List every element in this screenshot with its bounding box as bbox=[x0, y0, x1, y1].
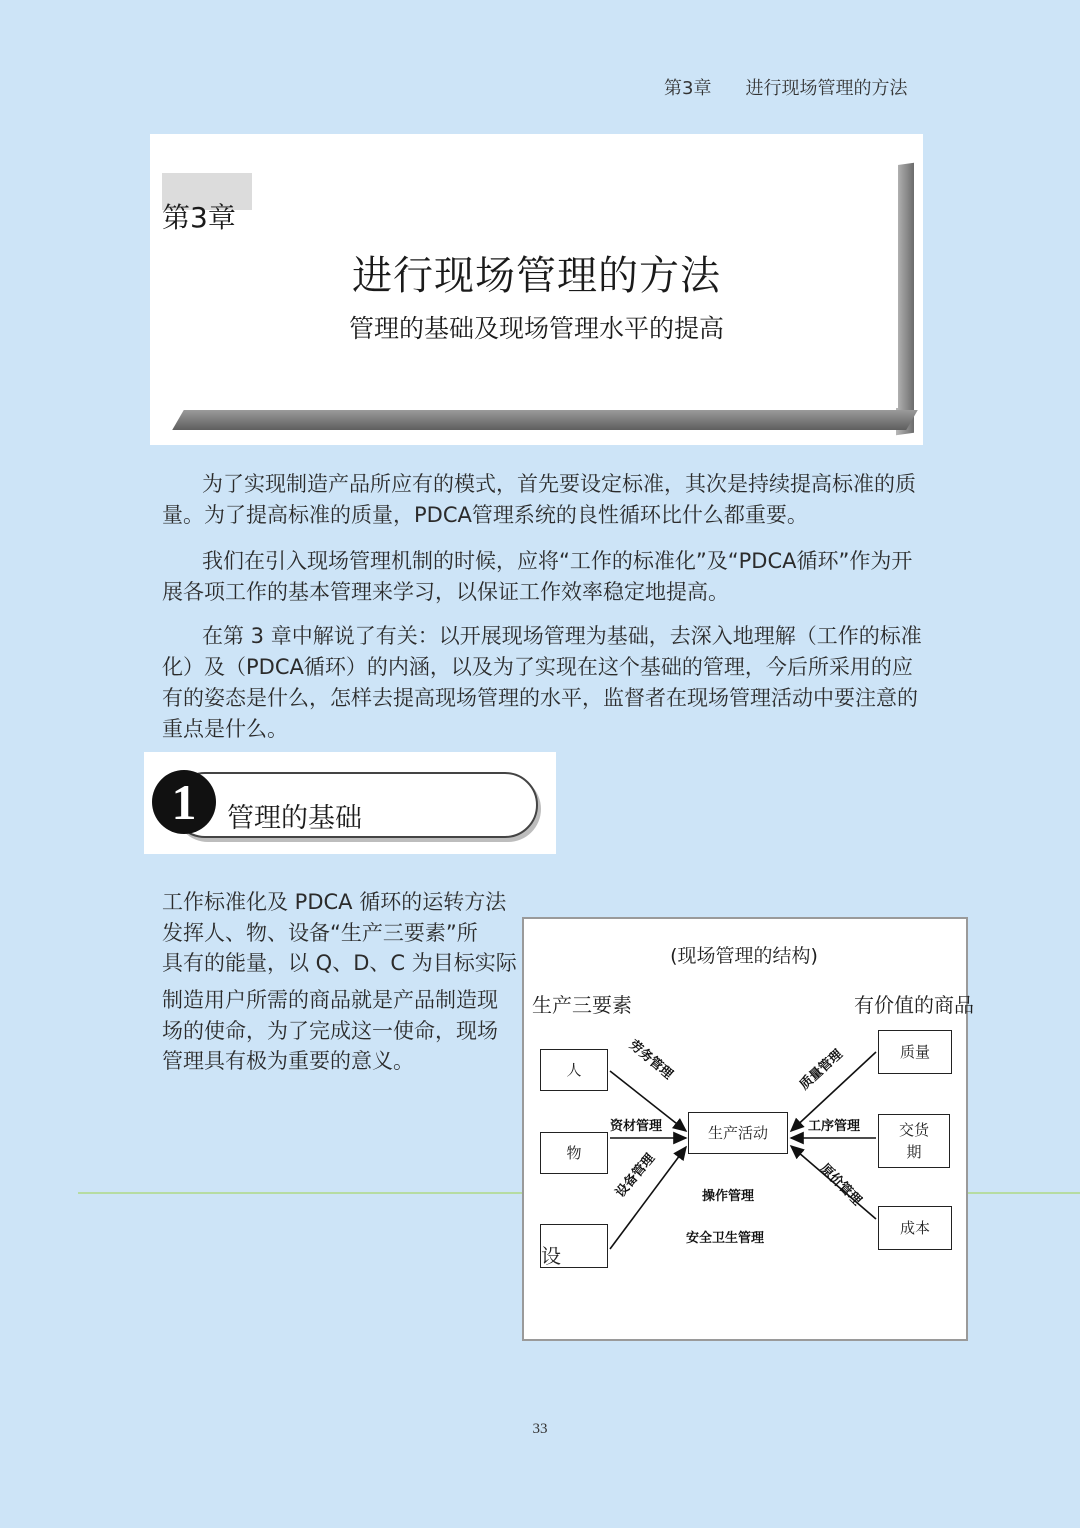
left-column-line-2: 发挥人、物、设备“生产三要素”所 bbox=[162, 921, 478, 945]
paragraph-3-text: 在第 3 章中解说了有关：以开展现场管理为基础，去深入地理解（工作的标准化）及（PDCA循环）的内涵，以及为了实现在这个基础的管理，今后所采用的应有的姿态是什么，怎样去提高现场管理的水平，监督者在现场管理活动中要注意的重点是什么。 bbox=[162, 624, 922, 741]
section-title: 管理的基础 bbox=[227, 803, 362, 834]
management-structure-diagram bbox=[522, 917, 974, 1341]
label-cost-management: 原价管理 bbox=[816, 1161, 865, 1209]
output-box-cost: 成本 bbox=[878, 1206, 952, 1250]
label-quality-management: 质量管理 bbox=[797, 1047, 846, 1093]
chapter-tag: 第3章 bbox=[162, 201, 236, 234]
input-box-equipment: 设 bbox=[540, 1224, 608, 1268]
input-box-person: 人 bbox=[540, 1049, 608, 1091]
section-number-badge: 1 bbox=[152, 770, 216, 834]
label-process-management: 工序管理 bbox=[808, 1119, 861, 1134]
label-operation-management: 操作管理 bbox=[702, 1189, 755, 1204]
paragraph-2-text: 我们在引入现场管理机制的时候，应将“工作的标准化”及“PDCA循环”作为开展各项工作的基本管理来学习，以保证工作效率稳定地提高。 bbox=[162, 549, 913, 604]
label-material-management: 资材管理 bbox=[610, 1119, 663, 1134]
paragraph-1 bbox=[162, 469, 930, 531]
header-title: 进行现场管理的方法 bbox=[745, 78, 908, 99]
running-header bbox=[664, 74, 907, 100]
label-safety-hygiene-management: 安全卫生管理 bbox=[686, 1231, 765, 1246]
diagram-right-heading: 有价值的商品 bbox=[854, 993, 974, 1017]
diagram-left-heading: 生产三要素 bbox=[532, 993, 632, 1017]
input-box-material: 物 bbox=[540, 1132, 608, 1174]
chapter-title: 进行现场管理的方法 bbox=[352, 253, 721, 299]
label-labor-management: 劳务管理 bbox=[625, 1037, 676, 1083]
paragraph-2 bbox=[162, 546, 930, 608]
paragraph-3 bbox=[162, 621, 930, 745]
chapter-subtitle: 管理的基础及现场管理水平的提高 bbox=[348, 314, 724, 343]
label-equipment-management: 设备管理 bbox=[613, 1151, 659, 1201]
header-chapter: 第3章 bbox=[664, 78, 712, 99]
left-column-line-1: 工作标准化及 PDCA 循环的运转方法 bbox=[162, 890, 507, 914]
output-box-quality: 质量 bbox=[878, 1030, 952, 1074]
left-column-line-4: 制造用户所需的商品就是产品制造现 bbox=[162, 988, 498, 1012]
paragraph-1-text: 为了实现制造产品所应有的模式，首先要设定标准，其次是持续提高标准的质量。为了提高标准的质量，PDCA管理系统的良性循环比什么都重要。 bbox=[162, 472, 916, 527]
page-number: 33 bbox=[532, 1421, 548, 1437]
left-column-line-5: 场的使命，为了完成这一使命，现场 bbox=[162, 1019, 498, 1043]
left-column-line-3: 具有的能量，以 Q、D、C 为目标实际 bbox=[162, 951, 517, 975]
banner-shadow-bottom bbox=[172, 410, 918, 430]
diagram-title: (现场管理的结构) bbox=[670, 945, 818, 967]
output-box-delivery: 交货 期 bbox=[878, 1114, 950, 1168]
left-column-line-6: 管理具有极为重要的意义。 bbox=[162, 1049, 414, 1073]
center-box-production: 生产活动 bbox=[688, 1112, 788, 1154]
